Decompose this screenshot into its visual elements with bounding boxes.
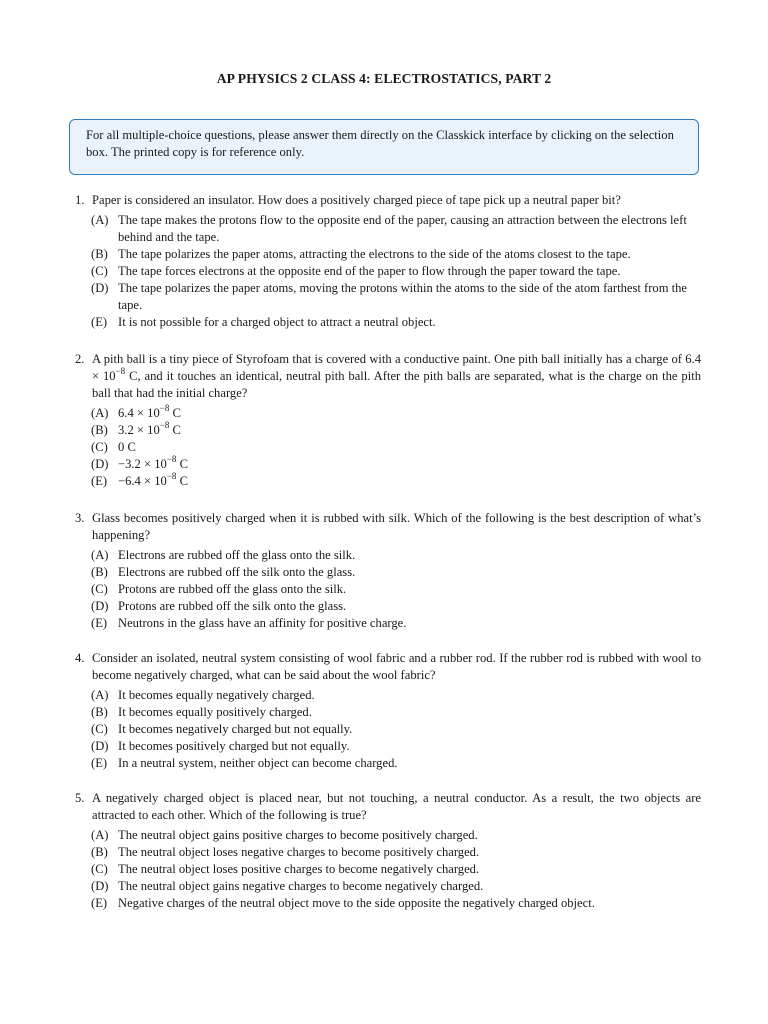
option-text: Protons are rubbed off the glass onto the silk. xyxy=(118,582,347,596)
option-letter: (A) xyxy=(91,213,109,227)
option-text: The tape forces electrons at the opposite end of the paper to flow through the paper toward the tape. xyxy=(118,264,621,278)
option-b[interactable] xyxy=(91,419,701,439)
value-base: 3.2 × 10 xyxy=(118,423,160,437)
option-text: Electrons are rubbed off the glass onto the silk. xyxy=(118,548,356,562)
exponent: −8 xyxy=(166,453,177,464)
option-letter: (D) xyxy=(91,739,109,753)
option-letter: (C) xyxy=(91,264,108,278)
option-text xyxy=(118,439,701,456)
option-text: It becomes negatively charged but not equally. xyxy=(118,722,353,736)
option-letter: (B) xyxy=(91,705,108,719)
exponent: −8 xyxy=(159,419,170,430)
option-b[interactable] xyxy=(91,704,701,721)
option-d[interactable] xyxy=(91,453,701,473)
option-c[interactable] xyxy=(91,861,701,878)
unit: C xyxy=(176,474,188,488)
question-3 xyxy=(75,510,701,632)
option-text: It becomes equally positively charged. xyxy=(118,705,312,719)
option-letter: (D) xyxy=(91,281,109,295)
value-base: −3.2 × 10 xyxy=(118,457,167,471)
question-text-part: C, and it touches an identical, neutral pith ball. After the pith balls are separated, what is the charge on the pith ball that had the initial charge? xyxy=(92,369,701,400)
option-text: In a neutral system, neither object can become charged. xyxy=(118,756,398,770)
exponent: −8 xyxy=(159,402,170,413)
answer-options xyxy=(75,212,701,331)
option-c[interactable] xyxy=(91,439,701,456)
option-letter: (C) xyxy=(91,722,108,736)
question-2 xyxy=(75,351,701,490)
unit: C xyxy=(169,423,181,437)
question-number: 4. xyxy=(75,651,85,665)
option-letter: (E) xyxy=(91,756,108,770)
option-text: Protons are rubbed off the silk onto the glass. xyxy=(118,599,347,613)
page-title: AP PHYSICS 2 CLASS 4: ELECTROSTATICS, PART 2 xyxy=(216,71,552,86)
instructions-box: For all multiple-choice questions, please answer them directly on the Classkick interface by clicking on the selection box. The printed copy is for reference only. xyxy=(69,119,699,175)
answer-options xyxy=(75,547,701,632)
option-letter: (A) xyxy=(91,828,109,842)
option-d[interactable] xyxy=(91,280,701,314)
option-text: The neutral object loses positive charges to become negatively charged. xyxy=(118,862,480,876)
option-text xyxy=(118,419,701,439)
option-a[interactable] xyxy=(91,827,701,844)
option-text xyxy=(118,402,701,422)
option-text: The tape polarizes the paper atoms, moving the protons within the atoms to the side of the atom farthest from the tape. xyxy=(118,281,688,312)
unit: C xyxy=(176,457,188,471)
option-c[interactable] xyxy=(91,581,701,598)
option-e[interactable] xyxy=(91,615,701,632)
option-letter: (A) xyxy=(91,548,109,562)
option-letter: (C) xyxy=(91,440,108,454)
value-base: 0 C xyxy=(118,440,136,454)
option-text: Negative charges of the neutral object move to the side opposite the negatively charged object. xyxy=(118,896,595,910)
option-text: The neutral object loses negative charges to become positively charged. xyxy=(118,845,480,859)
option-letter: (E) xyxy=(91,896,108,910)
option-text: It becomes equally negatively charged. xyxy=(118,688,315,702)
option-letter: (E) xyxy=(91,474,108,488)
option-d[interactable] xyxy=(91,598,701,615)
option-d[interactable] xyxy=(91,738,701,755)
option-letter: (D) xyxy=(91,879,109,893)
option-text: The tape polarizes the paper atoms, attracting the electrons to the side of the atoms closest to the tape. xyxy=(118,247,631,261)
option-text: The neutral object gains negative charges to become negatively charged. xyxy=(118,879,484,893)
option-e[interactable] xyxy=(91,755,701,772)
option-e[interactable] xyxy=(91,314,701,331)
option-letter: (E) xyxy=(91,315,108,329)
option-letter: (D) xyxy=(91,599,109,613)
question-text: A negatively charged object is placed near, but not touching, a neutral conductor. As a result, the two objects are attracted to each other. Which of the following is true? xyxy=(92,791,701,822)
question-5 xyxy=(75,790,701,912)
question-text xyxy=(92,351,701,402)
question-1 xyxy=(75,192,701,331)
question-text-part: A pith ball is a tiny piece of Styrofoam that is covered with a conductive paint. One pith ball initially has a charge of 6.4 × 10 xyxy=(92,352,701,383)
option-text: Neutrons in the glass have an affinity for positive charge. xyxy=(118,616,407,630)
option-a[interactable] xyxy=(91,212,701,246)
option-e[interactable] xyxy=(91,895,701,912)
question-4 xyxy=(75,650,701,772)
question-text: Glass becomes positively charged when it is rubbed with silk. Which of the following is the best description of what’s happening? xyxy=(92,511,701,542)
option-text: It becomes positively charged but not equally. xyxy=(118,739,350,753)
option-letter: (B) xyxy=(91,845,108,859)
answer-options xyxy=(75,827,701,912)
option-a[interactable] xyxy=(91,547,701,564)
option-text: The neutral object gains positive charges to become positively charged. xyxy=(118,828,478,842)
option-letter: (B) xyxy=(91,565,108,579)
option-a[interactable] xyxy=(91,402,701,422)
option-letter: (C) xyxy=(91,582,108,596)
option-a[interactable] xyxy=(91,687,701,704)
option-letter: (D) xyxy=(91,457,109,471)
option-letter: (B) xyxy=(91,423,108,437)
unit: C xyxy=(169,406,181,420)
question-number: 3. xyxy=(75,511,85,525)
option-e[interactable] xyxy=(91,470,701,490)
answer-options xyxy=(75,402,701,490)
option-letter: (C) xyxy=(91,862,108,876)
option-text xyxy=(118,453,701,473)
option-text: The tape makes the protons flow to the opposite end of the paper, causing an attraction between the electrons left behind and the tape. xyxy=(118,213,687,244)
option-letter: (E) xyxy=(91,616,108,630)
option-b[interactable] xyxy=(91,246,701,263)
option-c[interactable] xyxy=(91,721,701,738)
option-letter: (B) xyxy=(91,247,108,261)
option-letter: (A) xyxy=(91,406,109,420)
option-text: Electrons are rubbed off the silk onto the glass. xyxy=(118,565,356,579)
question-number: 1. xyxy=(75,193,85,207)
question-number: 2. xyxy=(75,352,85,366)
question-text: Paper is considered an insulator. How does a positively charged piece of tape pick up a neutral paper bit? xyxy=(92,193,621,207)
option-b[interactable] xyxy=(91,564,701,581)
answer-options xyxy=(75,687,701,772)
option-c[interactable] xyxy=(91,263,701,280)
option-letter: (A) xyxy=(91,688,109,702)
question-text: Consider an isolated, neutral system consisting of wool fabric and a rubber rod. If the rubber rod is rubbed with wool to become negatively charged, what can be said about the wool fabric? xyxy=(92,651,701,682)
exponent: −8 xyxy=(115,365,126,376)
value-base: −6.4 × 10 xyxy=(118,474,167,488)
option-d[interactable] xyxy=(91,878,701,895)
value-base: 6.4 × 10 xyxy=(118,406,160,420)
option-text: It is not possible for a charged object to attract a neutral object. xyxy=(118,315,436,329)
exponent: −8 xyxy=(166,470,177,481)
option-b[interactable] xyxy=(91,844,701,861)
option-text xyxy=(118,470,701,490)
question-number: 5. xyxy=(75,791,85,805)
